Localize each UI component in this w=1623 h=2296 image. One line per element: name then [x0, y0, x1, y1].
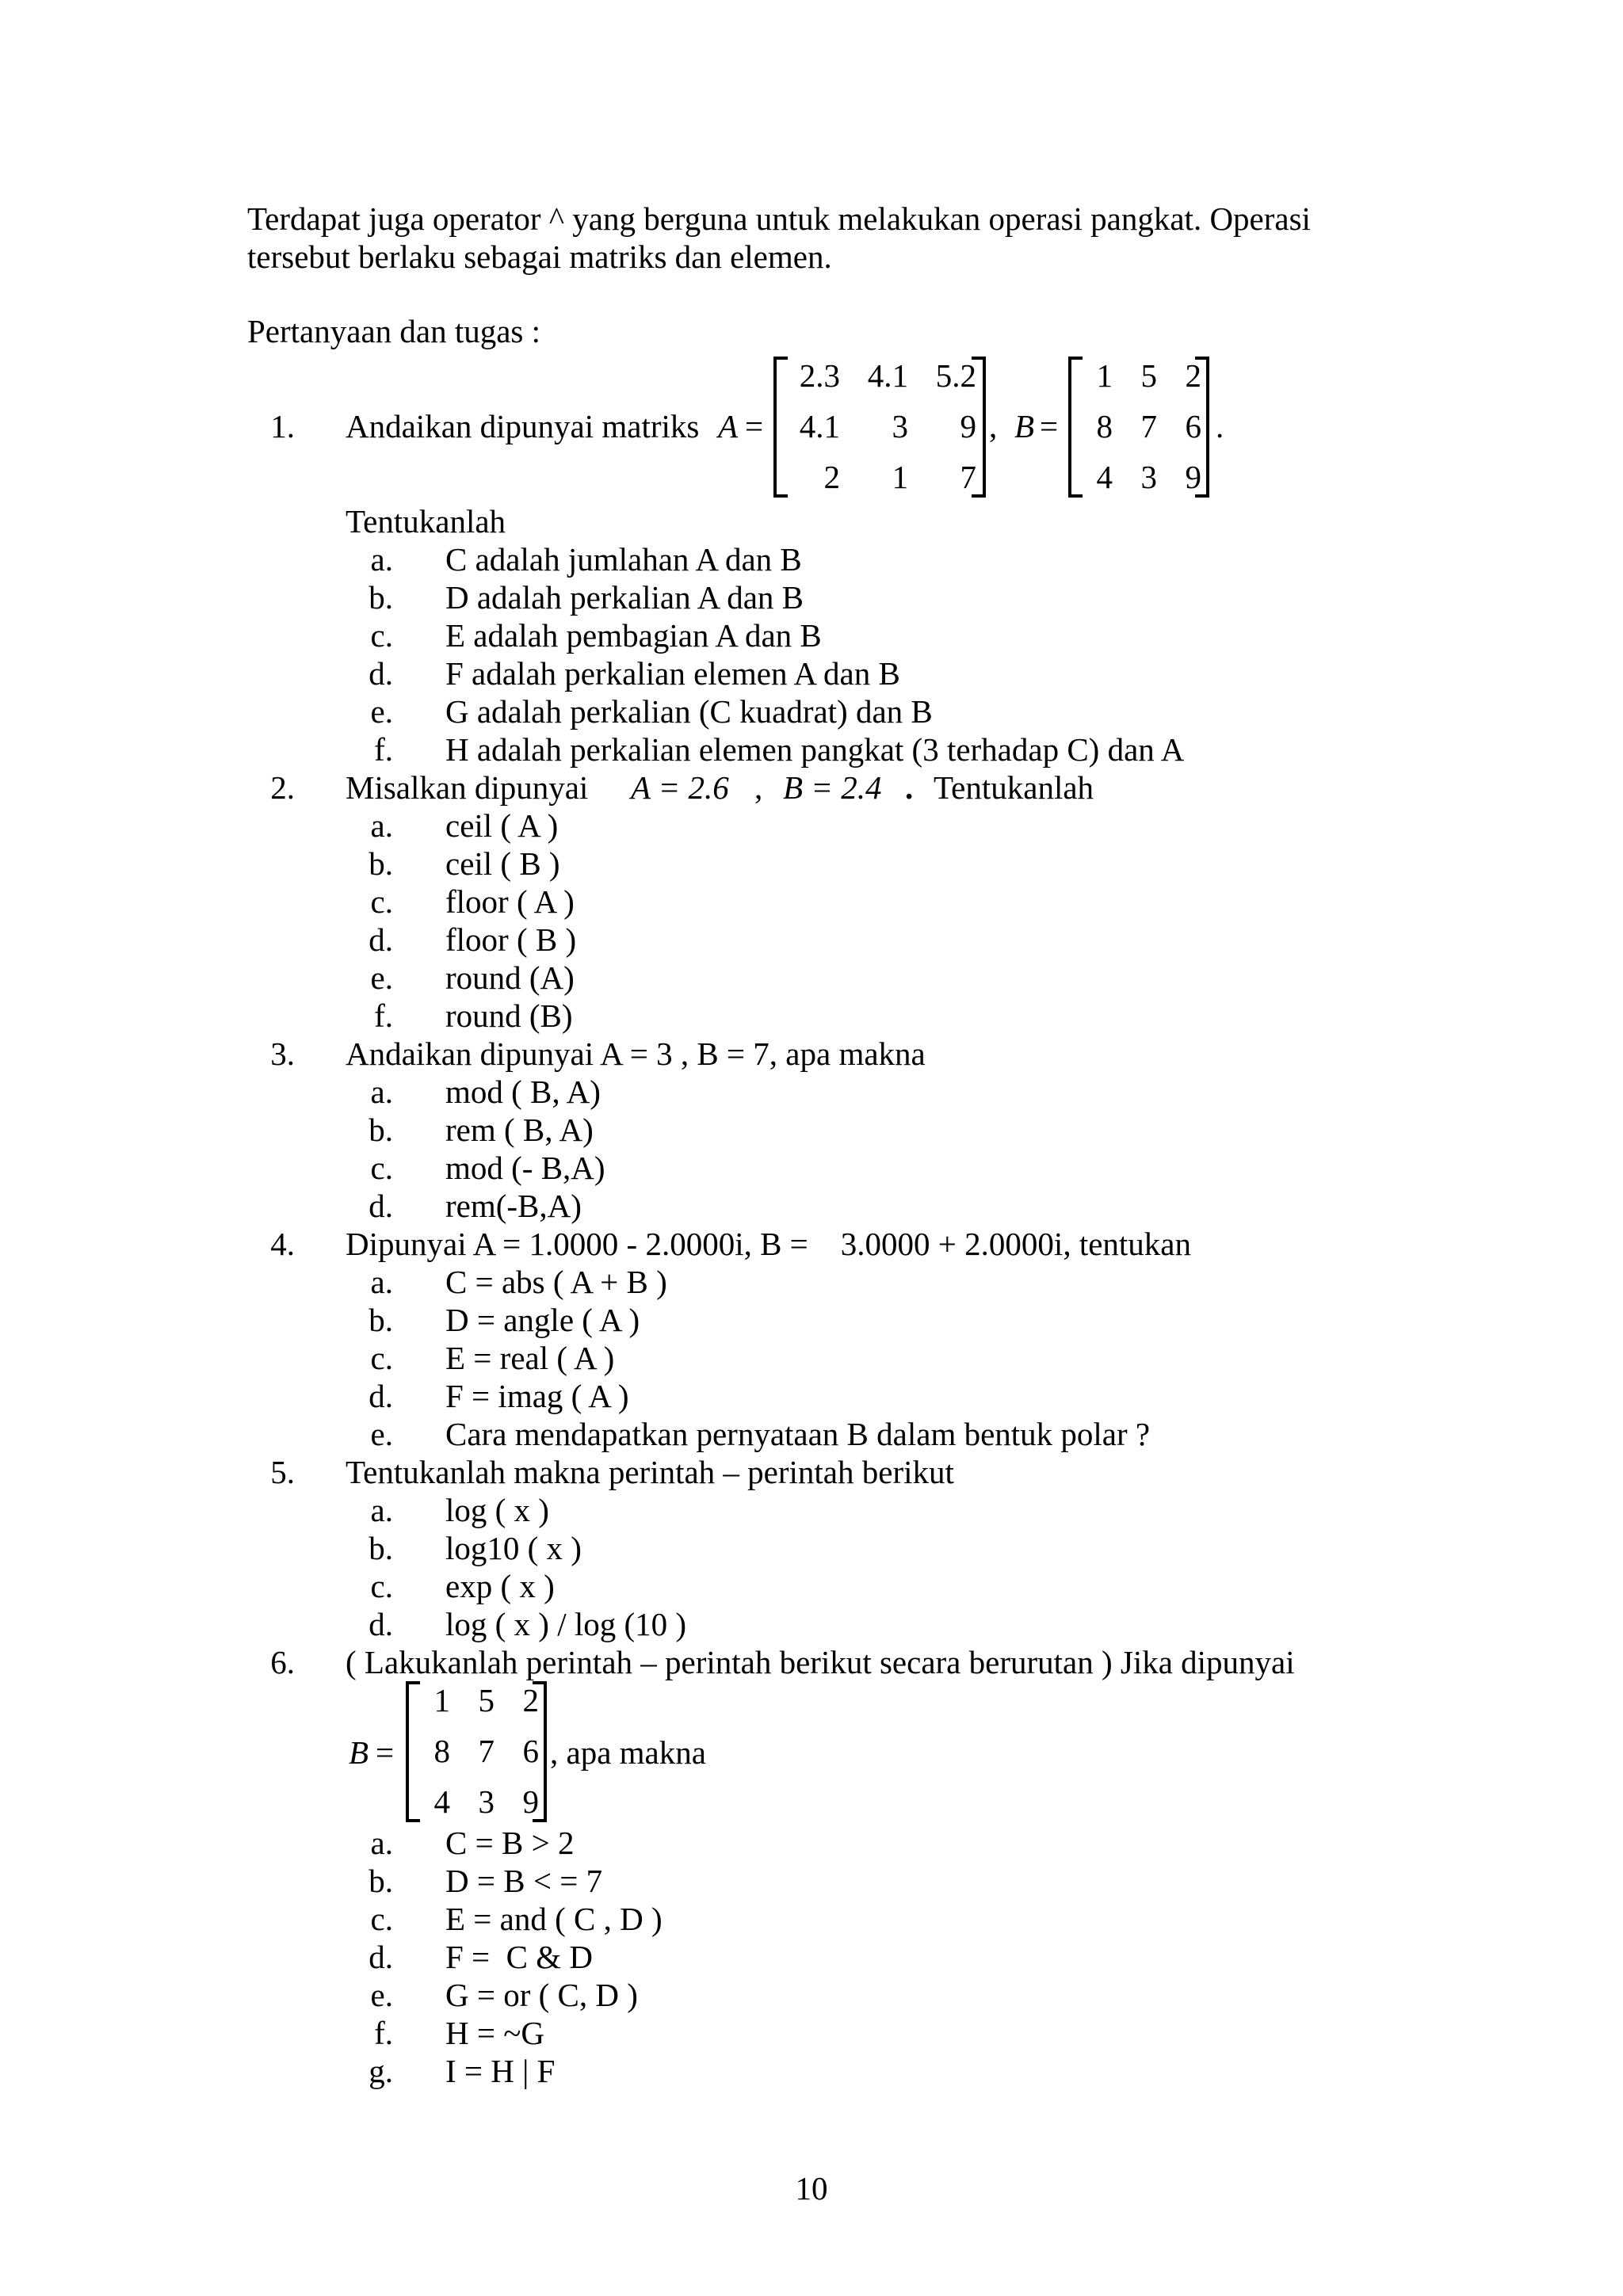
item-text: G adalah perkalian (C kuadrat) dan B — [445, 693, 933, 730]
item-letter: e. — [370, 1977, 393, 2013]
item-text: H = ~G — [445, 2015, 545, 2051]
item-letter: c. — [370, 1568, 393, 1604]
q5-number: 5. — [270, 1454, 295, 1490]
q2-a-equation: A = 2.6 — [631, 769, 729, 806]
item-text: floor ( A ) — [445, 883, 575, 920]
matrix-a-cell: 3 — [892, 408, 908, 444]
item-letter: c. — [370, 1901, 393, 1937]
item-letter: b. — [369, 1302, 393, 1338]
item-text: E = real ( A ) — [445, 1340, 615, 1376]
q1-equals-b: = — [1040, 408, 1059, 444]
item-text: rem(-B,A) — [445, 1188, 582, 1224]
item-letter: c. — [370, 1340, 393, 1376]
item-letter: d. — [369, 1606, 393, 1642]
item-letter: f. — [374, 2015, 393, 2051]
item-letter: a. — [370, 1825, 393, 1861]
q6-matrix-b — [414, 1675, 544, 1827]
item-letter: d. — [369, 655, 393, 692]
q3-text: Andaikan dipunyai A = 3 , B = 7, apa makna — [346, 1035, 926, 1072]
matrix-b-cell: 5 — [1140, 357, 1157, 394]
q6-matrix-b-label: B — [349, 1734, 369, 1771]
q1-number: 1. — [270, 408, 295, 444]
item-text: ceil ( B ) — [445, 845, 560, 882]
matrix-a-cell: 2.3 — [799, 357, 840, 394]
q5-text: Tentukanlah makna perintah – perintah berikut — [346, 1454, 954, 1490]
item-letter: b. — [369, 845, 393, 882]
item-text: F adalah perkalian elemen A dan B — [445, 655, 900, 692]
matrix-b-cell: 4 — [1096, 459, 1113, 495]
item-text: floor ( B ) — [445, 921, 577, 958]
item-text: rem ( B, A) — [445, 1112, 594, 1148]
matrix-a — [785, 350, 981, 502]
q2-text-pre: Misalkan dipunyai — [346, 769, 589, 806]
q1-period: . — [1216, 408, 1224, 444]
q1-tentukanlah: Tentukanlah — [346, 503, 506, 540]
item-text: exp ( x ) — [445, 1568, 555, 1604]
section-heading: Pertanyaan dan tugas : — [247, 313, 541, 349]
item-text: D = angle ( A ) — [445, 1302, 640, 1338]
q6-after-matrix: , apa makna — [550, 1734, 706, 1771]
matrix-a-cell: 7 — [960, 459, 976, 495]
matrix-b-cell: 4 — [433, 1783, 450, 1820]
matrix-a-cell: 9 — [960, 408, 976, 444]
document-page: Terdapat juga operator ^ yang berguna untuk melakukan operasi pangkat. Operasi tersebut berlaku sebagai matriks dan elemen. Pertanyaan dan tugas : 1. Andaikan dipunyai matriks A = 2.3 4.1 5.2 4.1 3 9 2 1 7 , B = 1 5 2 8 7 6 4 3 9 . Tentukanlah a. C adalah jumlahan A dan B b. D adalah perkalian A dan B c. E adalah pembagian A dan B d. F adalah perkalian elemen A dan B e. G adalah perkalian (C kuadrat) dan B f. H adalah perkalian elemen pangkat (3 terhadap C) dan A 2. Misalkan dipunyai A = 2.6 , B = 2.4 . Tentukanlah a. ceil ( A ) b. ceil ( B ) c. floor ( A ) d. floor ( B ) e. round (A) f. round (B) 3. Andaikan dipunyai A = 3 , B = 7, apa makna a. mod ( B, A) b. rem ( B, A) c. mod (- B,A) d. rem(-B,A) 4. Dipunyai A = 1.0000 - 2.0000i, B = 3.0000 + 2.0000i, tentukan a. C = abs ( A + B ) b. D = angle ( A ) c. E = real ( A ) d. F = imag ( A ) e. Cara mendapatkan pernyataan B dalam bentuk polar ? 5. Tentukanlah makna perintah – perintah berikut a. log ( x ) b. log10 ( x ) c. exp ( x ) d. log ( x ) / log (10 ) 6. ( Lakukanlah perintah – perintah berikut secara berurutan ) Jika dipunyai B = 1 5 2 8 7 6 4 3 9 , apa makna a. C = B > 2 b. D = B < = 7 c. E = and ( C , D ) d. F = C & D e. G = or ( C, D ) f. H = ~G g. I = H | F 10 — [0, 0, 1623, 2296]
item-letter: c. — [370, 883, 393, 920]
item-text: C = B > 2 — [445, 1825, 575, 1861]
item-letter: d. — [369, 1939, 393, 1975]
matrix-b-cell: 5 — [478, 1682, 495, 1718]
matrix-b — [1076, 350, 1206, 502]
matrix-b-cell: 2 — [1185, 357, 1201, 394]
item-letter: b. — [369, 1112, 393, 1148]
item-letter: a. — [370, 1264, 393, 1300]
item-letter: b. — [369, 579, 393, 616]
matrix-b-cell: 8 — [1096, 408, 1113, 444]
item-letter: d. — [369, 921, 393, 958]
item-text: C adalah jumlahan A dan B — [445, 541, 802, 578]
item-letter: f. — [374, 731, 393, 768]
item-letter: f. — [374, 997, 393, 1034]
q1-comma: , — [989, 408, 998, 444]
item-text: log ( x ) / log (10 ) — [445, 1606, 687, 1642]
item-text: C = abs ( A + B ) — [445, 1264, 667, 1300]
matrix-a-cell: 5.2 — [935, 357, 976, 394]
matrix-b-cell: 7 — [1140, 408, 1157, 444]
item-letter: c. — [370, 617, 393, 654]
item-text: D = B < = 7 — [445, 1863, 603, 1899]
q4-text: Dipunyai A = 1.0000 - 2.0000i, B = 3.0000 + 2.0000i, tentukan — [346, 1226, 1192, 1262]
intro-line-1: Terdapat juga operator ^ yang berguna untuk melakukan operasi pangkat. Operasi — [247, 200, 1311, 237]
item-letter: b. — [369, 1863, 393, 1899]
item-text: round (A) — [445, 959, 575, 996]
item-letter: c. — [370, 1150, 393, 1186]
q4-number: 4. — [270, 1226, 295, 1262]
matrix-b-cell: 3 — [478, 1783, 495, 1820]
matrix-b-cell: 1 — [1096, 357, 1113, 394]
q2-text-post: Tentukanlah — [934, 769, 1094, 806]
matrix-b-cell: 6 — [522, 1733, 539, 1769]
q6-text: ( Lakukanlah perintah – perintah berikut secara berurutan ) Jika dipunyai — [346, 1644, 1295, 1680]
item-text: H adalah perkalian elemen pangkat (3 terhadap C) dan A — [445, 731, 1185, 768]
item-text: D adalah perkalian A dan B — [445, 579, 804, 616]
item-text: F = imag ( A ) — [445, 1378, 629, 1414]
matrix-a-cell: 4.1 — [799, 408, 840, 444]
intro-line-2: tersebut berlaku sebagai matriks dan elemen. — [247, 238, 832, 275]
matrix-a-cell: 1 — [892, 459, 908, 495]
matrix-b-cell: 2 — [522, 1682, 539, 1718]
q6-equals: = — [376, 1734, 395, 1771]
item-text: round (B) — [445, 997, 573, 1034]
q1-matrix-a-label: A — [718, 408, 739, 444]
item-letter: e. — [370, 959, 393, 996]
item-letter: a. — [370, 1074, 393, 1110]
q2-b-equation: B = 2.4 — [783, 769, 882, 806]
matrix-b-cell: 1 — [433, 1682, 450, 1718]
item-letter: a. — [370, 541, 393, 578]
q1-equals-a: = — [745, 408, 764, 444]
item-letter: a. — [370, 807, 393, 844]
item-letter: b. — [369, 1530, 393, 1566]
item-text: log ( x ) — [445, 1492, 549, 1528]
q1-text: Andaikan dipunyai matriks — [346, 408, 700, 444]
q6-number: 6. — [270, 1644, 295, 1680]
item-text: E adalah pembagian A dan B — [445, 617, 822, 654]
item-letter: d. — [369, 1188, 393, 1224]
q1-matrix-b-label: B — [1014, 408, 1035, 444]
matrix-a-cell: 2 — [823, 459, 840, 495]
matrix-b-cell: 9 — [1185, 459, 1201, 495]
item-text: mod ( B, A) — [445, 1074, 601, 1110]
matrix-b-cell: 6 — [1185, 408, 1201, 444]
item-text: mod (- B,A) — [445, 1150, 605, 1186]
q2-number: 2. — [270, 769, 295, 806]
matrix-a-cell: 4.1 — [867, 357, 908, 394]
item-letter: e. — [370, 1416, 393, 1452]
matrix-b-cell: 3 — [1140, 459, 1157, 495]
q3-number: 3. — [270, 1035, 295, 1072]
item-text: E = and ( C , D ) — [445, 1901, 663, 1937]
item-text: log10 ( x ) — [445, 1530, 582, 1566]
item-letter: a. — [370, 1492, 393, 1528]
matrix-b-cell: 9 — [522, 1783, 539, 1820]
item-text: ceil ( A ) — [445, 807, 559, 844]
matrix-b-cell: 7 — [478, 1733, 495, 1769]
page-number: 10 — [795, 2170, 828, 2206]
item-text: G = or ( C, D ) — [445, 1977, 638, 2013]
item-letter: g. — [369, 2053, 393, 2089]
item-text: Cara mendapatkan pernyataan B dalam bentuk polar ? — [445, 1416, 1151, 1452]
item-text: F = C & D — [445, 1939, 594, 1975]
item-letter: d. — [369, 1378, 393, 1414]
item-letter: e. — [370, 693, 393, 730]
item-text: I = H | F — [445, 2053, 556, 2089]
matrix-b-cell: 8 — [433, 1733, 450, 1769]
